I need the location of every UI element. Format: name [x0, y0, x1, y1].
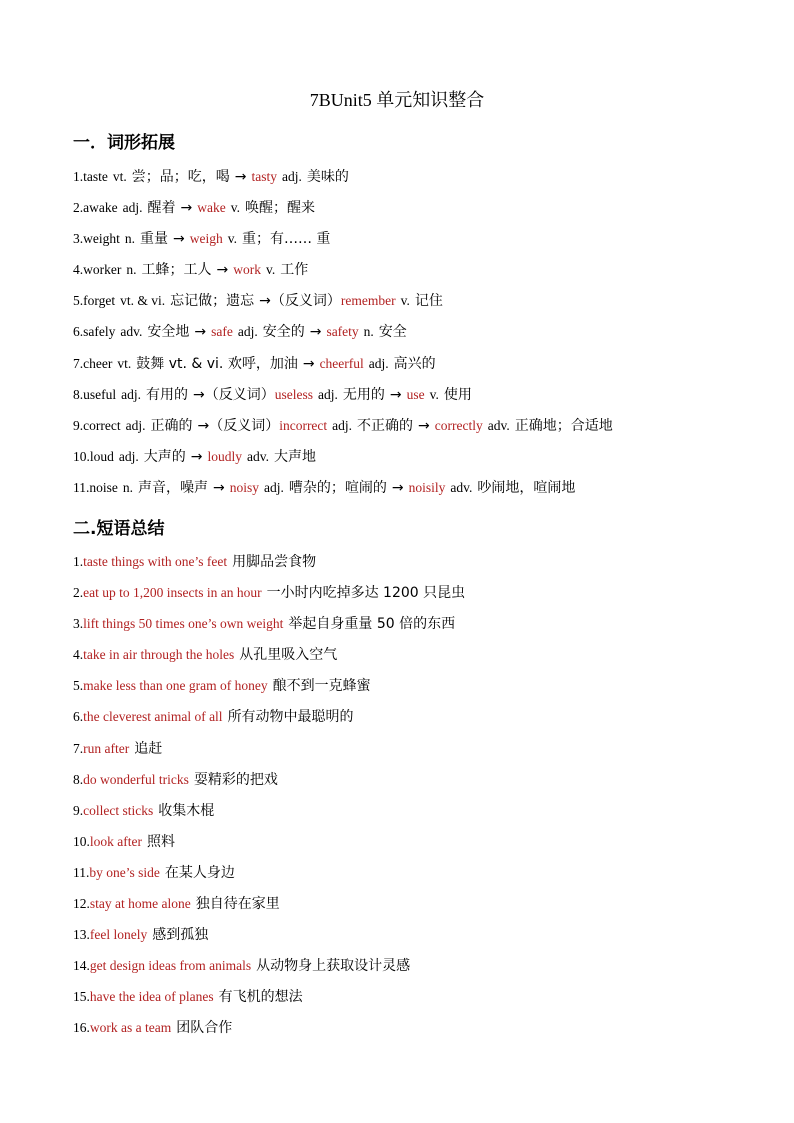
part-of-speech: vt. [112, 169, 127, 184]
english-phrase: get design ideas from animals [89, 958, 252, 974]
headword: useful [83, 386, 117, 402]
item-number: 5. [73, 678, 84, 694]
derived-meaning-2: 正确地；合适地 [514, 417, 613, 434]
antonym-note: （反义词） [209, 417, 280, 434]
derived-word-2: noisily [408, 479, 446, 495]
headword: correct [83, 417, 121, 433]
item-number: 11. [73, 864, 90, 880]
section-heading-word-forms: 一．词形拓展 [73, 133, 175, 153]
headword: worker [83, 262, 122, 278]
item-number: 5. [73, 293, 84, 309]
derived-part-of-speech: v. [265, 262, 276, 278]
chinese-meaning: 有飞机的想法 [218, 989, 303, 1006]
item-number: 2. [73, 200, 84, 216]
part-of-speech: adv. [120, 324, 143, 340]
english-phrase: feel lonely [89, 927, 148, 943]
vocab-item [73, 198, 613, 229]
chinese-meaning: 在某人身边 [164, 864, 235, 881]
chinese-meaning: 尝；品；吃，喝 [131, 169, 230, 185]
vocab-item [73, 260, 613, 291]
headword: loud [89, 448, 114, 464]
arrow-icon: → [309, 324, 322, 341]
vocab-item [73, 167, 613, 198]
english-phrase: collect sticks [83, 802, 154, 818]
item-number: 16. [73, 1020, 90, 1036]
english-phrase: the cleverest animal of all [83, 709, 223, 725]
derived-part-of-speech: adj. [332, 417, 353, 433]
derived-part-of-speech: adj. [282, 169, 302, 184]
item-number: 6. [73, 324, 84, 340]
vocab-item [73, 354, 613, 385]
arrow-icon: → [193, 386, 205, 403]
chinese-meaning: 大声的 [143, 448, 186, 465]
english-phrase: eat up to 1,200 insects in an hour [83, 585, 262, 601]
part-of-speech: n. [122, 479, 133, 495]
page-title: 7BUnit5 单元知识整合 [309, 90, 485, 110]
derived-meaning-2: 吵闹地，喧闹地 [477, 479, 576, 496]
vocab-item [73, 416, 613, 447]
english-phrase: have the idea of planes [89, 989, 214, 1005]
item-number: 13. [73, 927, 90, 943]
derived-meaning: 安全的 [262, 324, 305, 341]
item-number: 4. [73, 262, 84, 278]
phrase-item [73, 832, 465, 863]
vocab-item [73, 229, 613, 260]
chinese-meaning: 酿不到一克蜂蜜 [272, 678, 371, 695]
derived-meaning: 重；有…… 重 [241, 231, 331, 248]
english-phrase: stay at home alone [89, 896, 191, 912]
derived-word: noisy [229, 479, 259, 495]
headword: noise [89, 479, 118, 495]
item-number: 10. [73, 833, 90, 849]
phrase-item [73, 739, 465, 770]
derived-word-2: safety [326, 324, 359, 340]
english-phrase: run after [83, 740, 130, 756]
arrow-icon: → [173, 231, 185, 248]
headword: cheer [83, 355, 113, 371]
derived-part-of-speech: adj. [237, 324, 258, 340]
arrow-icon: → [194, 324, 207, 341]
arrow-icon: → [389, 386, 402, 403]
english-phrase: make less than one gram of honey [83, 678, 268, 694]
chinese-meaning: 收集木棍 [158, 802, 215, 819]
derived-part-of-speech-2: adv. [450, 479, 473, 495]
phrase-item [73, 956, 465, 987]
phrase-item [73, 614, 465, 645]
chinese-meaning: 有用的 [146, 386, 188, 403]
derived-word: work [233, 262, 261, 278]
arrow-icon: → [180, 200, 193, 217]
part-of-speech: vt. [117, 355, 132, 371]
arrow-icon: → [391, 479, 404, 496]
chinese-meaning: 从孔里吸入空气 [239, 647, 338, 664]
chinese-meaning: 正确的 [150, 417, 193, 434]
derived-meaning: 记住 [414, 293, 443, 310]
item-number: 7. [73, 740, 84, 756]
derived-meaning: 不正确的 [357, 417, 414, 434]
phrase-item [73, 676, 465, 707]
item-number: 7. [73, 355, 84, 371]
part-of-speech: adj. [118, 448, 139, 464]
arrow-icon: → [216, 262, 229, 279]
phrase-item [73, 925, 465, 956]
item-number: 3. [73, 231, 84, 247]
derived-word-2: correctly [434, 417, 483, 433]
derived-meaning: 无用的 [342, 386, 385, 403]
antonym-note: （反义词） [270, 293, 341, 310]
arrow-icon: → [190, 448, 203, 465]
derived-meaning: 高兴的 [393, 355, 436, 372]
chinese-meaning: 耍精彩的把戏 [193, 771, 278, 788]
phrase-item [73, 552, 465, 583]
item-number: 14. [73, 958, 90, 974]
derived-meaning: 大声地 [274, 448, 317, 465]
chinese-meaning: 鼓舞 vt. & vi. 欢呼，加油 [136, 355, 298, 372]
item-number: 12. [73, 896, 90, 912]
item-number: 9. [73, 417, 84, 433]
part-of-speech: n. [126, 262, 137, 278]
derived-meaning: 工作 [280, 262, 309, 279]
item-number: 3. [73, 616, 84, 632]
derived-word: loudly [207, 448, 243, 464]
derived-word: safe [211, 324, 233, 340]
derived-meaning-2: 使用 [443, 386, 472, 403]
derived-word: cheerful [319, 355, 364, 371]
phrase-item [73, 707, 465, 738]
chinese-meaning: 从动物身上获取设计灵感 [256, 958, 411, 975]
phrase-item [73, 770, 465, 801]
part-of-speech: vt. & vi. [120, 293, 166, 309]
derived-meaning-2: 安全 [378, 324, 407, 341]
chinese-meaning: 独自待在家里 [195, 896, 280, 913]
phrase-item [73, 987, 465, 1018]
chinese-meaning: 安全地 [147, 324, 190, 341]
phrase-item [73, 583, 465, 614]
part-of-speech: n. [124, 231, 135, 247]
vocab-item [73, 478, 613, 509]
english-phrase: look after [89, 833, 142, 849]
derived-meaning: 唤醒；醒来 [244, 200, 315, 217]
derived-part-of-speech: adj. [264, 479, 284, 495]
english-phrase: do wonderful tricks [83, 771, 189, 787]
chinese-meaning: 声音，噪声 [138, 479, 208, 496]
item-number: 10. [73, 448, 90, 464]
derived-word-2: use [406, 386, 425, 402]
english-phrase: by one’s side [89, 864, 160, 880]
derived-part-of-speech: adj. [317, 386, 338, 402]
english-phrase: taste things with one’s feet [83, 554, 228, 569]
chinese-meaning: 举起自身重量 50 倍的东西 [288, 616, 456, 633]
item-number: 6. [73, 709, 84, 725]
vocab-item [73, 385, 613, 416]
item-number: 1. [73, 169, 84, 184]
derived-part-of-speech-2: v. [429, 386, 439, 402]
chinese-meaning: 追赶 [134, 740, 163, 757]
english-phrase: work as a team [89, 1020, 172, 1036]
headword: safely [83, 324, 116, 340]
chinese-meaning: 重量 [140, 231, 168, 248]
part-of-speech: adj. [121, 386, 141, 402]
derived-part-of-speech: v. [400, 293, 410, 309]
phrase-list [73, 552, 465, 1050]
section-heading-phrases: 二.短语总结 [73, 519, 165, 539]
phrase-item [73, 801, 465, 832]
derived-part-of-speech-2: n. [363, 324, 374, 340]
arrow-icon: → [234, 169, 247, 185]
vocab-list [73, 167, 613, 509]
phrase-item [73, 645, 465, 676]
part-of-speech: adj. [122, 200, 143, 216]
item-number: 15. [73, 989, 90, 1005]
derived-meaning: 美味的 [306, 169, 349, 185]
phrase-item [73, 894, 465, 925]
derived-word: incorrect [279, 417, 328, 433]
item-number: 9. [73, 802, 84, 818]
derived-part-of-speech: adv. [247, 448, 270, 464]
arrow-icon: → [302, 355, 315, 372]
chinese-meaning: 工蜂；工人 [141, 262, 212, 279]
item-number: 8. [73, 771, 84, 787]
item-number: 1. [73, 554, 84, 569]
derived-word: weigh [189, 231, 223, 247]
vocab-item [73, 447, 613, 478]
item-number: 11. [73, 479, 90, 495]
part-of-speech: adj. [125, 417, 146, 433]
chinese-meaning: 所有动物中最聪明的 [227, 709, 354, 726]
phrase-item [73, 1018, 465, 1049]
headword: awake [83, 200, 118, 216]
item-number: 8. [73, 386, 84, 402]
headword: weight [83, 231, 120, 247]
derived-part-of-speech: v. [230, 200, 240, 216]
vocab-item [73, 291, 613, 322]
arrow-icon: → [259, 293, 271, 310]
derived-part-of-speech: v. [227, 231, 237, 247]
derived-word: wake [197, 200, 226, 216]
derived-word: tasty [251, 169, 277, 184]
chinese-meaning: 醒着 [147, 200, 176, 217]
chinese-meaning: 团队合作 [176, 1020, 233, 1037]
antonym-note: （反义词） [204, 386, 275, 403]
headword: forget [83, 293, 116, 309]
chinese-meaning: 照料 [146, 833, 175, 850]
chinese-meaning: 感到孤独 [152, 927, 209, 944]
chinese-meaning: 一小时内吃掉多达 1200 只昆虫 [266, 585, 466, 602]
derived-meaning: 嘈杂的；喧闹的 [288, 479, 387, 496]
headword: taste [83, 169, 108, 184]
arrow-icon: → [213, 479, 225, 496]
derived-part-of-speech-2: adv. [487, 417, 510, 433]
english-phrase: take in air through the holes [83, 647, 235, 663]
chinese-meaning: 用脚品尝食物 [232, 554, 317, 570]
derived-part-of-speech: adj. [368, 355, 389, 371]
arrow-icon: → [418, 417, 430, 434]
arrow-icon: → [197, 417, 210, 434]
vocab-item [73, 322, 613, 353]
item-number: 2. [73, 585, 84, 601]
derived-word: remember [340, 293, 396, 309]
english-phrase: lift things 50 times one’s own weight [83, 616, 284, 632]
derived-word: useless [274, 386, 313, 402]
chinese-meaning: 忘记做；遗忘 [170, 293, 255, 310]
phrase-item [73, 863, 465, 894]
item-number: 4. [73, 647, 84, 663]
